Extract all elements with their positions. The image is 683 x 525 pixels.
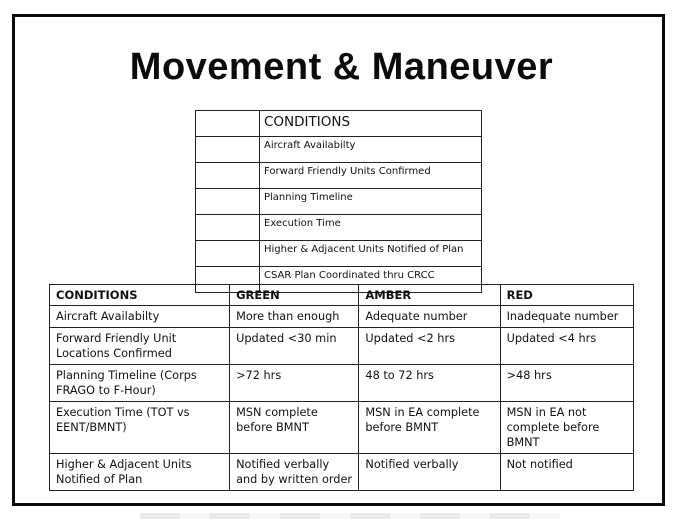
green-cell: MSN complete before BMNT [230,402,359,454]
condition-cell: Higher & Adjacent Units Notified of Plan [50,454,230,491]
table-row [50,365,634,402]
empty-cell [196,163,260,189]
red-cell: Inadequate number [500,306,633,328]
red-cell: Updated <4 hrs [500,328,633,365]
empty-cell [196,189,260,215]
red-cell: MSN in EA not complete before BMNT [500,402,633,454]
condition-cell: Planning Timeline (Corps FRAGO to F-Hour) [50,365,230,402]
table-row [196,137,482,163]
conditions-list-table [195,110,482,293]
condition-item: Forward Friendly Units Confirmed [260,163,482,189]
red-cell: >48 hrs [500,365,633,402]
table-row [196,241,482,267]
empty-cell [196,241,260,267]
status-matrix-table [49,284,634,491]
condition-item: Higher & Adjacent Units Notified of Plan [260,241,482,267]
table-row [196,189,482,215]
table-row [196,163,482,189]
table-row [50,402,634,454]
amber-cell: MSN in EA complete before BMNT [359,402,500,454]
amber-cell: 48 to 72 hrs [359,365,500,402]
conditions-list-header: CONDITIONS [260,111,482,137]
empty-cell [196,215,260,241]
column-header-red: RED [500,285,633,306]
condition-item: Planning Timeline [260,189,482,215]
condition-item: Aircraft Availabilty [260,137,482,163]
red-cell: Not notified [500,454,633,491]
condition-item: Execution Time [260,215,482,241]
amber-cell: Adequate number [359,306,500,328]
table-row [196,111,482,137]
table-row [50,454,634,491]
condition-item: CSAR Plan Coordinated thru CRCC [260,267,482,293]
column-header-conditions: CONDITIONS [50,285,230,306]
table-row [50,328,634,365]
condition-cell: Execution Time (TOT vs EENT/BMNT) [50,402,230,454]
empty-cell [196,111,260,137]
condition-cell: Aircraft Availabilty [50,306,230,328]
green-cell: More than enough [230,306,359,328]
table-row [196,215,482,241]
table-header-row [50,285,634,306]
slide-title: Movement & Maneuver [129,46,554,88]
decorative-footer-strip [140,513,560,519]
amber-cell: Notified verbally [359,454,500,491]
table-row [50,306,634,328]
condition-cell: Forward Friendly Unit Locations Confirmed [50,328,230,365]
column-header-amber: AMBER [359,285,500,306]
column-header-green: GREEN [230,285,359,306]
green-cell: Updated <30 min [230,328,359,365]
amber-cell: Updated <2 hrs [359,328,500,365]
green-cell: Notified verbally and by written order [230,454,359,491]
empty-cell [196,137,260,163]
green-cell: >72 hrs [230,365,359,402]
